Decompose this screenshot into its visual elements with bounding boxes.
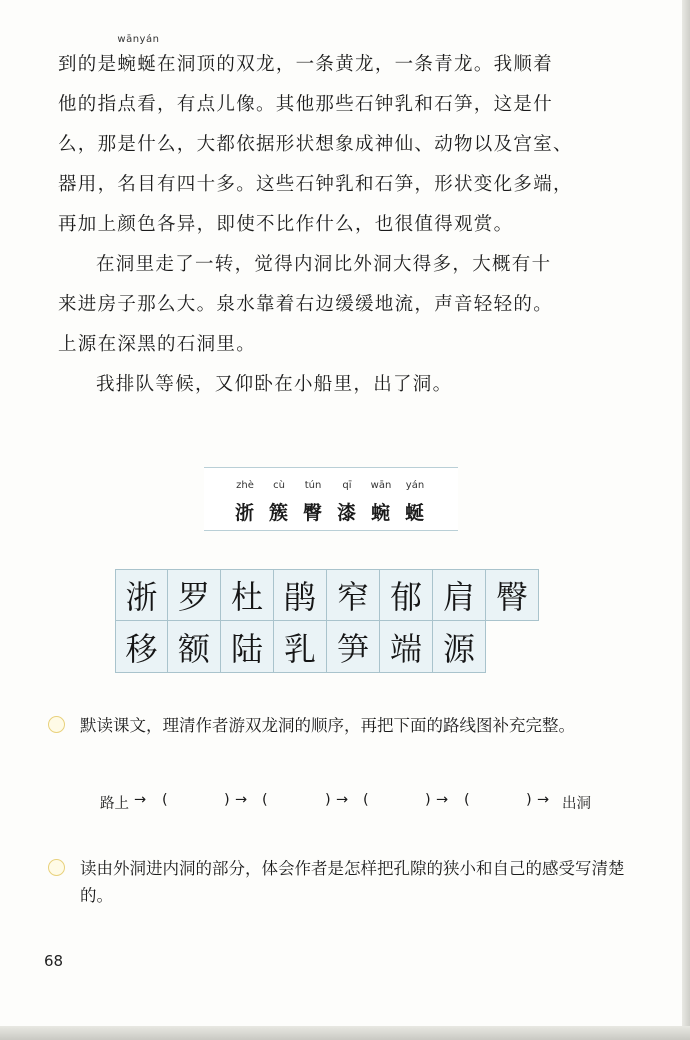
exercise-text: 默读课文，理清作者游双龙洞的顺序，再把下面的路线图补充完整。 xyxy=(80,716,575,735)
arrow-icon: → xyxy=(336,792,349,808)
vocab-pinyin-row xyxy=(228,480,432,491)
route-start: 路上 xyxy=(100,796,129,812)
grid-char: 端 xyxy=(380,621,433,673)
route-end: 出洞 xyxy=(562,796,591,812)
grid-char: 移 xyxy=(115,621,168,673)
vocab-pinyin: wān xyxy=(370,480,392,491)
annotated-word xyxy=(117,34,160,76)
vocab-char: 漆 xyxy=(336,502,357,524)
grid-char: 鹃 xyxy=(274,569,327,621)
vocab-pinyin: zhè xyxy=(236,480,254,491)
text-line: 么，那是什么，大都依据形状想象成神仙、动物以及宫室、 xyxy=(58,134,573,155)
arrow-icon: → xyxy=(537,792,550,808)
vocab-char: 臀 xyxy=(302,502,323,524)
text-segment: 在洞顶的双龙，一条黄龙，一条青龙。我顺着 xyxy=(157,54,554,75)
route-paren-close: ) xyxy=(325,792,331,808)
exercise-text: 读由外洞进内洞的部分，体会作者是怎样把孔隙的狭小和自己的感受写清楚的。 xyxy=(80,859,625,905)
text-line: 来进房子那么大。泉水靠着右边缓缓地流，声音轻轻的。 xyxy=(58,294,554,315)
vocab-char: 浙 xyxy=(234,502,255,524)
exercise-2 xyxy=(48,855,628,909)
vocab-pinyin: cù xyxy=(273,480,285,491)
text-line: 我排队等候，又仰卧在小船里，出了洞。 xyxy=(96,374,453,395)
route-paren-close: ) xyxy=(224,792,230,808)
exercise-bullet-icon xyxy=(48,859,65,876)
arrow-icon: → xyxy=(436,792,449,808)
grid-char: 源 xyxy=(433,621,486,673)
route-paren-close: ) xyxy=(425,792,431,808)
grid-char: 杜 xyxy=(221,569,274,621)
text-line: 器用，名目有四十多。这些石钟乳和石笋，形状变化多端， xyxy=(58,174,573,195)
grid-char: 笋 xyxy=(327,621,380,673)
vocab-pinyin: tún xyxy=(304,480,322,491)
vocab-char: 蜒 xyxy=(404,502,425,524)
page-edge-bottom xyxy=(0,1026,690,1040)
text-segment: 到的是 xyxy=(58,54,118,75)
grid-char: 臀 xyxy=(486,569,539,621)
page-number: 68 xyxy=(44,952,64,970)
word-chars: 蜿蜒 xyxy=(117,54,158,75)
grid-char: 陆 xyxy=(221,621,274,673)
vocab-pinyin-box xyxy=(204,467,458,531)
char-grid-row xyxy=(115,569,539,621)
lesson-text xyxy=(58,36,618,396)
route-paren-open: ( xyxy=(363,792,369,808)
route-paren-open: ( xyxy=(262,792,268,808)
vocab-char-row xyxy=(228,498,432,525)
grid-char: 肩 xyxy=(433,569,486,621)
vocab-char: 蜿 xyxy=(370,502,391,524)
route-paren-close: ) xyxy=(526,792,532,808)
text-line: 上源在深黑的石洞里。 xyxy=(58,334,257,355)
vocab-pinyin: qī xyxy=(342,480,352,491)
arrow-icon: → xyxy=(235,792,248,808)
exercise-1 xyxy=(48,712,628,739)
exercise-bullet-icon xyxy=(48,716,65,733)
text-line: 他的指点看，有点儿像。其他那些石钟乳和石笋，这是什 xyxy=(58,94,554,115)
char-grid-row xyxy=(115,621,539,673)
route-diagram xyxy=(100,792,610,814)
vocab-pinyin: yán xyxy=(405,480,425,491)
page-edge-right xyxy=(682,0,690,1040)
grid-char: 窄 xyxy=(327,569,380,621)
text-line: 再加上颜色各异，即使不比作什么，也很值得观赏。 xyxy=(58,214,514,235)
vocab-char: 簇 xyxy=(268,502,289,524)
grid-char: 乳 xyxy=(274,621,327,673)
grid-char: 浙 xyxy=(115,569,168,621)
route-paren-open: ( xyxy=(464,792,470,808)
grid-char: 额 xyxy=(168,621,221,673)
writing-char-grid xyxy=(115,569,539,673)
grid-char: 罗 xyxy=(168,569,221,621)
grid-char: 郁 xyxy=(380,569,433,621)
text-line xyxy=(58,36,618,76)
word-pinyin: wānyán xyxy=(117,34,160,45)
route-paren-open: ( xyxy=(162,792,168,808)
arrow-icon: → xyxy=(134,792,147,808)
text-line: 在洞里走了一转，觉得内洞比外洞大得多，大概有十 xyxy=(96,254,552,275)
